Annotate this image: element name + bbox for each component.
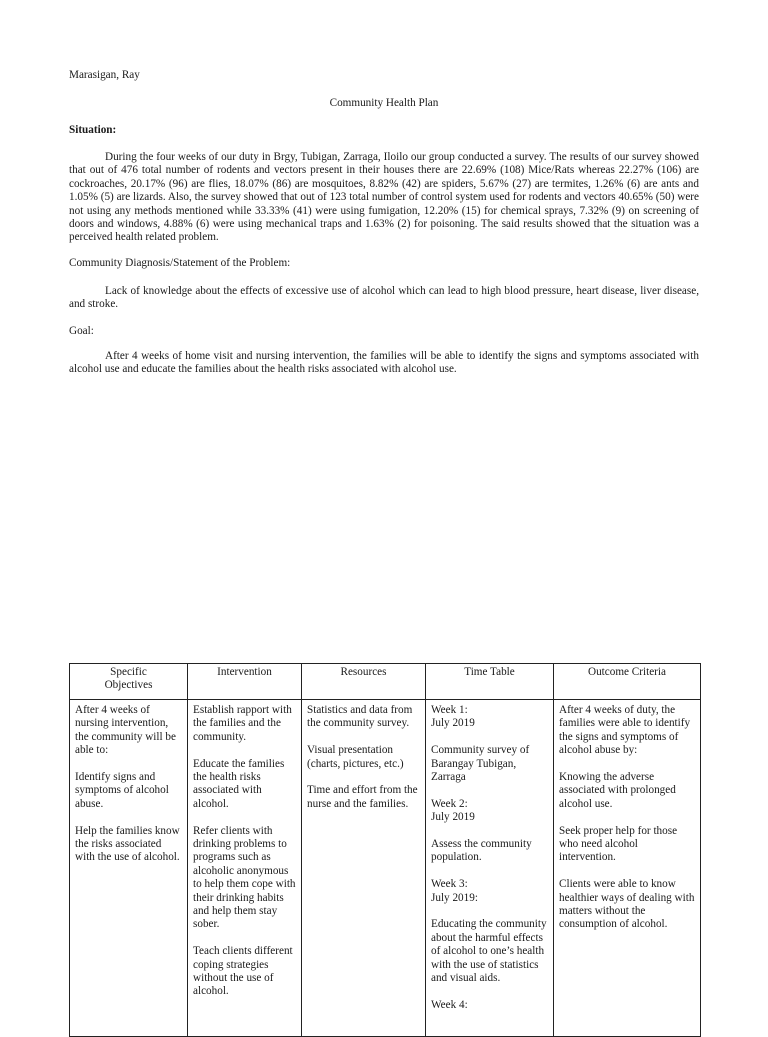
header-intervention: Intervention (188, 664, 302, 700)
objectives-cell (70, 700, 188, 1037)
situation-heading: Situation: (69, 124, 117, 136)
cell-paragraph: Seek proper help for those who need alcohol intervention. (559, 824, 678, 864)
cell-paragraph: Teach clients different coping strategies without the use of alcohol. (193, 945, 293, 998)
table-row (70, 700, 701, 1037)
header-resources: Resources (302, 664, 426, 700)
situation-paragraph (69, 151, 699, 245)
cell-paragraph: Time and effort from the nurse and the families. (307, 784, 418, 810)
cell-paragraph: Clients were able to know healthier ways of dealing with matters without the consumption of alcohol. (559, 878, 695, 931)
health-plan-table (69, 663, 701, 1037)
cell-paragraph: After 4 weeks of nursing intervention, the community will be able to: (75, 704, 176, 757)
header-outcome-criteria: Outcome Criteria (554, 664, 701, 700)
goal-paragraph (69, 350, 699, 377)
diagnosis-paragraph (69, 285, 699, 312)
diagnosis-heading: Community Diagnosis/Statement of the Problem: (69, 257, 291, 269)
header-specific-objectives: Specific Objectives (70, 664, 188, 700)
author-name: Marasigan, Ray (69, 69, 140, 81)
goal-text: After 4 weeks of home visit and nursing intervention, the families will be able to identify the signs and symptoms associated with alcohol use and educate the families about the health risks associated with alcohol use. (69, 350, 699, 376)
cell-paragraph: Week 3: July 2019: (431, 878, 478, 904)
resources-cell (302, 700, 426, 1037)
diagnosis-text: Lack of knowledge about the effects of excessive use of alcohol which can lead to high blood pressure, heart disease, liver disease, and stroke. (69, 285, 699, 311)
cell-paragraph: Identify signs and symptoms of alcohol abuse. (75, 771, 169, 810)
header-time-table: Time Table (426, 664, 554, 700)
cell-paragraph: Statistics and data from the community survey. (307, 704, 413, 730)
table-header-row (70, 664, 701, 700)
cell-paragraph: Refer clients with drinking problems to programs such as alcoholic anonymous to help them cope with their drinking habits and help them stay sober. (193, 824, 296, 931)
cell-paragraph: Educate the families the health risks associated with alcohol. (193, 757, 285, 810)
goal-heading: Goal: (69, 325, 94, 337)
cell-paragraph: Visual presentation (charts, pictures, etc.) (307, 744, 404, 770)
cell-paragraph: Community survey of Barangay Tubigan, Zarraga (431, 744, 530, 784)
cell-paragraph: Establish rapport with the families and the community. (193, 704, 292, 743)
cell-paragraph: Week 4: (431, 998, 468, 1011)
cell-paragraph: Week 2: July 2019 (431, 797, 475, 824)
cell-paragraph: Assess the community population. (431, 838, 532, 864)
cell-paragraph: Week 1: July 2019 (431, 704, 475, 730)
intervention-cell (188, 700, 302, 1037)
cell-paragraph: Knowing the adverse associated with prolonged alcohol use. (559, 771, 676, 810)
cell-paragraph: Help the families know the risks associated with the use of alcohol. (75, 824, 180, 864)
cell-paragraph: Educating the community about the harmful effects of alcohol to one’s health with the use of statistics and visual aids. (431, 918, 547, 985)
timetable-cell (426, 700, 554, 1037)
outcome-cell (554, 700, 701, 1037)
cell-paragraph: After 4 weeks of duty, the families were able to identify the signs and symptoms of alcohol abuse by: (559, 704, 691, 757)
situation-text: During the four weeks of our duty in Brgy, Tubigan, Zarraga, Iloilo our group conducted a survey. The results of our survey showed that out of 476 total number of rodents and vectors present in their houses there are 22.69% (108) Mice/Rats whereas 22.27% (106) are cockroaches, 20.17% (96) are flies, 18.07% (86) are mosquitoes, 8.82% (42) are spiders, 5.67% (27) are termites, 1.26% (6) are ants and 1.05% (5) are lizards. Also, the survey showed that out of 123 total number of control system used for rodents and vectors 40.65% (50) were not using any methods mentioned while 33.33% (41) were using fumigation, 12.20% (15) for chemical sprays, 7.32% (9) on screening of doors and windows, 4.88% (6) were using mechanical traps and 1.63% (2) for poisoning. The said results showed that the situation was a perceived health related problem. (69, 151, 699, 244)
document-title: Community Health Plan (329, 97, 439, 109)
